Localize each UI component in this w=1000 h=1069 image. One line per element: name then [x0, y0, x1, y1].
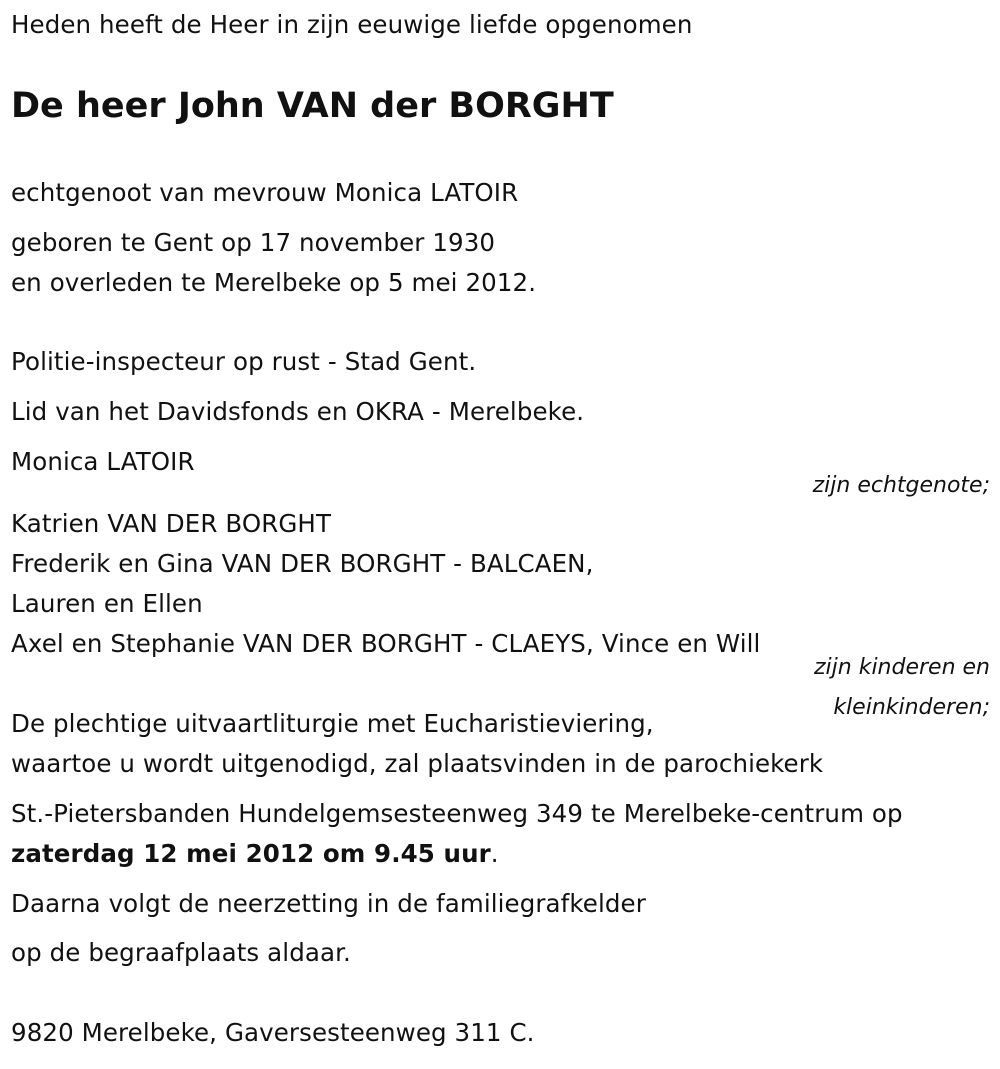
- address-line: 9820 Merelbeke, Gaversesteenweg 311 C.: [11, 1018, 535, 1047]
- family-member: Axel en Stephanie VAN DER BORGHT - CLAEYS, Vince en Will: [11, 629, 761, 658]
- funeral-date: zaterdag 12 mei 2012 om 9.45 uur: [11, 839, 491, 868]
- funeral-date-line: [11, 839, 499, 869]
- membership-line: Lid van het Davidsfonds en OKRA - Merelbeke.: [11, 397, 585, 426]
- funeral-date-suffix: .: [490, 839, 499, 868]
- birth-line: geboren te Gent op 17 november 1930: [11, 228, 496, 257]
- spouse-name: Monica LATOIR: [11, 447, 195, 476]
- family-member: Katrien VAN DER BORGHT: [11, 509, 332, 538]
- spouse-line: echtgenoot van mevrouw Monica LATOIR: [11, 178, 519, 207]
- burial-line2: op de begraafplaats aldaar.: [11, 938, 351, 967]
- family-member: Lauren en Ellen: [11, 589, 203, 618]
- children-role-line2: kleinkinderen;: [833, 695, 990, 720]
- deceased-name: De heer John VAN der BORGHT: [11, 86, 614, 126]
- intro-text: Heden heeft de Heer in zijn eeuwige liefde opgenomen: [11, 10, 693, 39]
- death-line: en overleden te Merelbeke op 5 mei 2012.: [11, 268, 537, 297]
- funeral-line3: St.-Pietersbanden Hundelgemsesteenweg 349 te Merelbeke-centrum op: [11, 799, 903, 828]
- family-member: Frederik en Gina VAN DER BORGHT - BALCAEN,: [11, 549, 594, 578]
- funeral-line1: De plechtige uitvaartliturgie met Eucharistieviering,: [11, 709, 654, 738]
- spouse-role: zijn echtgenote;: [812, 473, 990, 498]
- career-line: Politie-inspecteur op rust - Stad Gent.: [11, 347, 477, 376]
- burial-line1: Daarna volgt de neerzetting in de familiegrafkelder: [11, 889, 646, 918]
- funeral-line2: waartoe u wordt uitgenodigd, zal plaatsvinden in de parochiekerk: [11, 749, 824, 778]
- children-role-line1: zijn kinderen en: [814, 655, 990, 680]
